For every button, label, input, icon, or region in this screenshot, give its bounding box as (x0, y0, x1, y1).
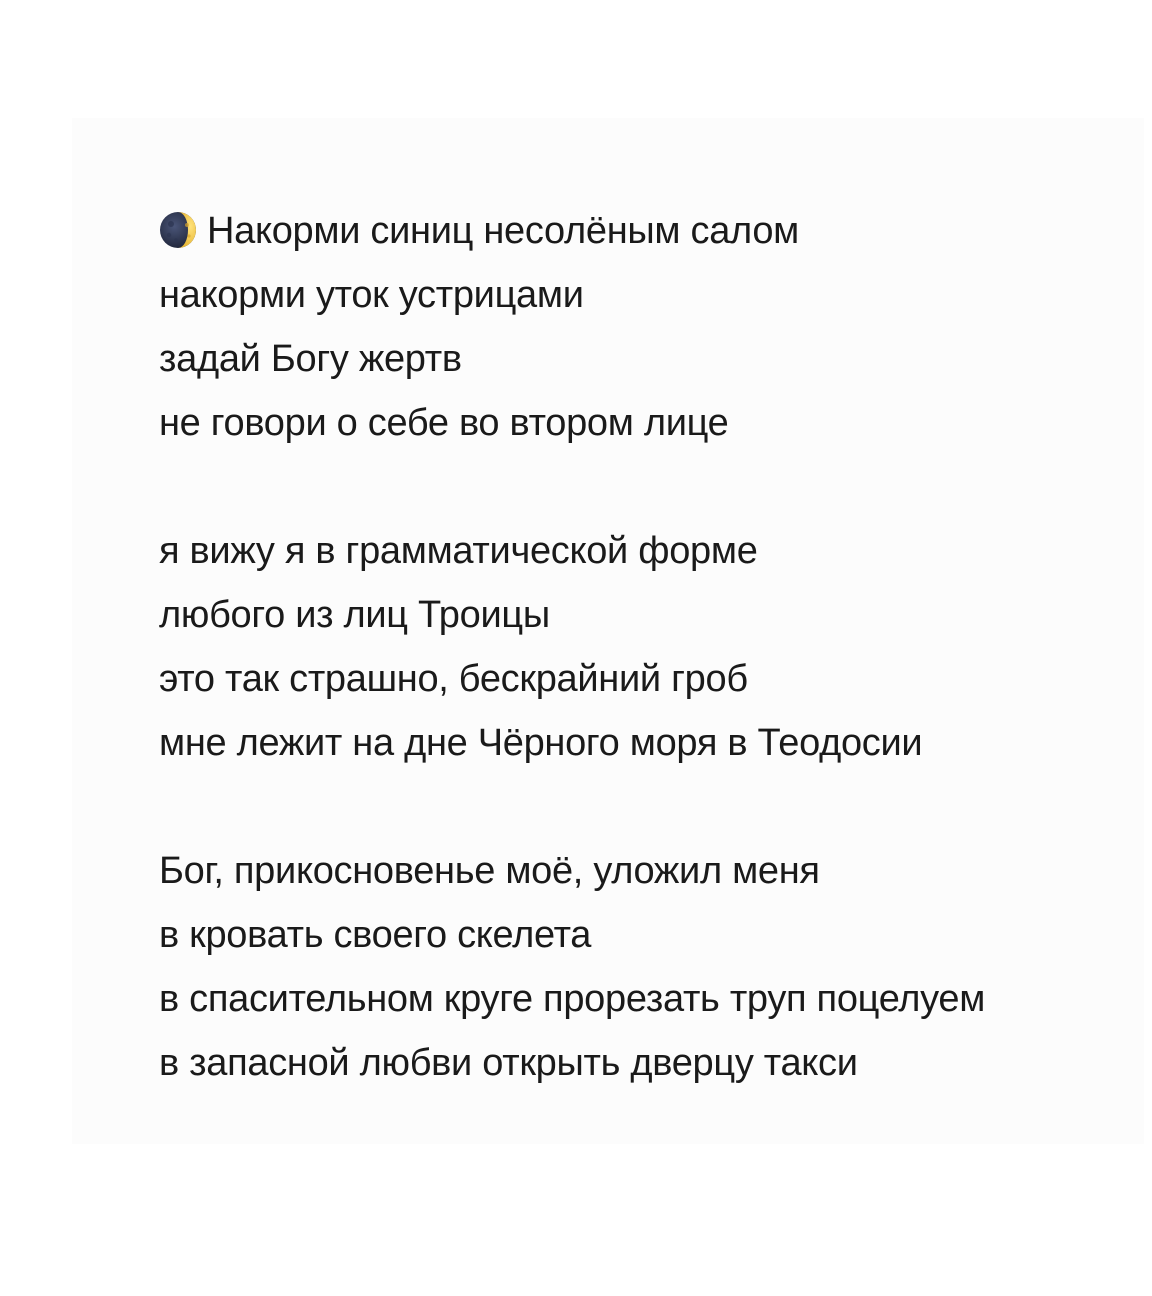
waning-gibbous-moon-icon (159, 209, 197, 247)
poem-line: не говори о себе во втором лице (159, 402, 729, 444)
stanza-1 (159, 203, 985, 459)
poem-line: Накорми синиц несолёным салом (159, 203, 985, 267)
poem-line: это так страшно, бескрайний гроб (159, 658, 748, 700)
poem-line: мне лежит на дне Чёрного моря в Теодосии (159, 722, 923, 764)
poem-line: в спасительном круге прорезать труп поцелуем (159, 978, 986, 1020)
poem-line: накорми уток устрицами (159, 274, 584, 316)
poem-line: я вижу я в грамматической форме (159, 530, 758, 572)
poem-line: любого из лиц Троицы (159, 594, 550, 636)
stanza-3 (159, 843, 985, 1099)
poem-line: задай Богу жертв (159, 338, 462, 380)
poem-line: Бог, прикосновенье моё, уложил меня (159, 850, 820, 892)
poem-text (159, 203, 985, 1099)
stanza-2 (159, 523, 985, 779)
poem-line: в запасной любви открыть дверцу такси (159, 1042, 858, 1084)
poem-line: в кровать своего скелета (159, 914, 592, 956)
